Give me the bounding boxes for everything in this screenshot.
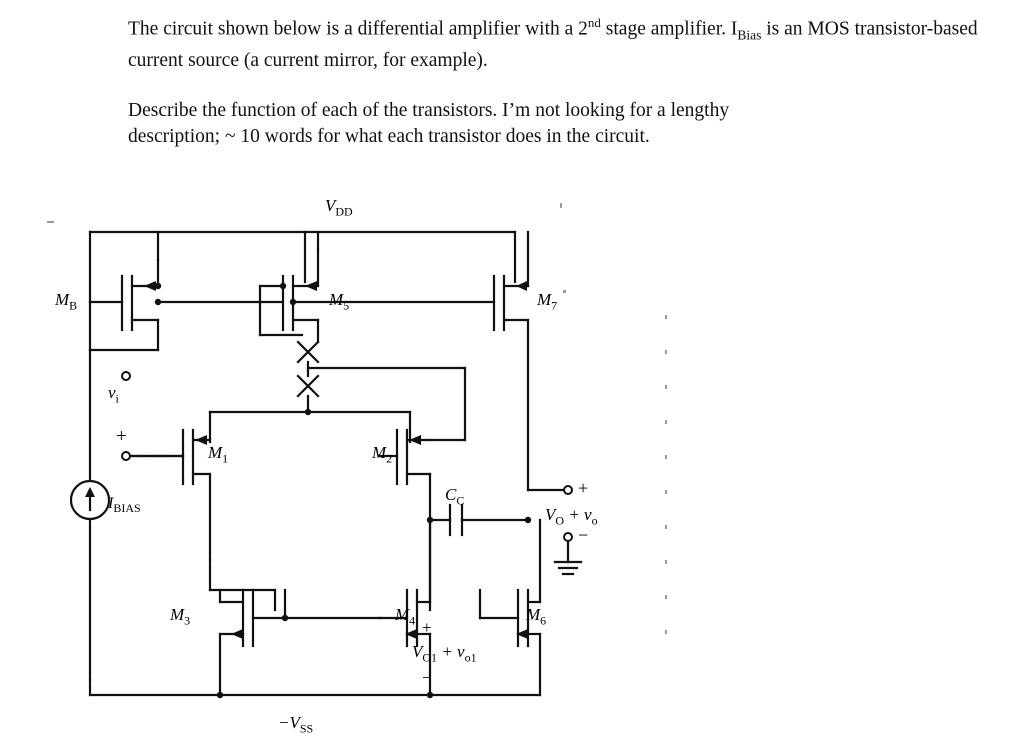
para1-subscript: Bias [737, 27, 762, 43]
scan-speck [665, 455, 667, 459]
label-m3: $M_3$ [170, 605, 191, 628]
label-vdd: $V_{DD}$ [325, 196, 353, 219]
label-m1: $M_1$ [208, 443, 229, 466]
label-output-plus: + [578, 478, 589, 498]
scan-speck [560, 203, 562, 208]
label-ibias: $I_{BIAS}$ [108, 495, 141, 516]
para2-line2: description; ~ 10 words for what each transistor does in the circuit. [128, 126, 650, 147]
label-m5: $M_5$ [329, 290, 350, 313]
label-m7: $M_7$ [537, 290, 558, 313]
label-output1-plus: + [422, 618, 432, 637]
scan-speck [665, 595, 667, 599]
scan-speck [665, 630, 667, 634]
label-output-minus: − [578, 525, 589, 545]
para1-superscript: nd [587, 15, 601, 30]
scan-speck [665, 560, 667, 564]
scan-speck [665, 385, 667, 389]
label-output1-minus: − [422, 668, 432, 687]
label-vss: $-V_{SS}$ [278, 713, 314, 736]
label-cc: $C_C$ [445, 485, 465, 508]
scan-speck [665, 315, 667, 319]
para1-part2: stage amplifier. I [600, 18, 738, 40]
scan-speck [47, 221, 54, 223]
label-mb: $M_B$ [55, 290, 78, 313]
scan-speck [665, 525, 667, 529]
label-input-plus: + [116, 426, 127, 447]
para1-part1: The circuit shown below is a differential amplifier with a 2 [128, 18, 588, 40]
scan-speck [665, 490, 667, 494]
para2-line1: Describe the function of each of the transistors. I’m not looking for a lengthy [128, 100, 730, 121]
label-vout: $V_O + v_o$ [545, 505, 598, 528]
label-vout1: $V_{O1} + v_{o1}$ [412, 642, 477, 665]
question-paragraph-2 [128, 98, 1008, 150]
circuit-diagram [40, 190, 740, 750]
label-m6: $M_6$ [526, 605, 547, 628]
label-vi: $v_i$ [108, 383, 119, 406]
label-m4: $M_4$ [395, 605, 416, 628]
scan-speck [665, 350, 667, 354]
question-paragraph-1 [128, 10, 1008, 74]
scan-speck [665, 420, 667, 424]
scan-speck [563, 290, 566, 293]
label-m2: $M_2$ [372, 443, 393, 466]
circuit-schematic-svg [40, 190, 740, 750]
para1-part3: is an MOS transistor-based current source (a current mirror, for example). [128, 18, 978, 72]
